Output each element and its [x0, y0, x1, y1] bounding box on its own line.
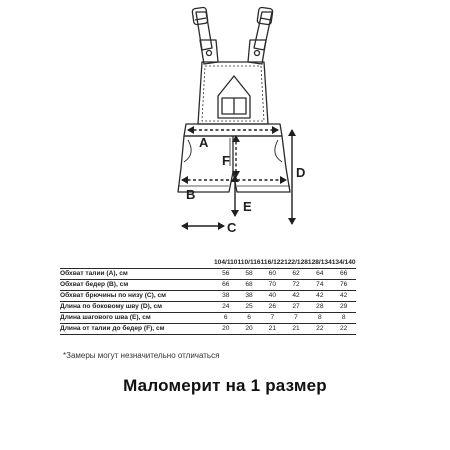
overalls-drawing [178, 7, 290, 192]
table-cell: 6 [214, 313, 237, 324]
size-header: 110/116 [237, 258, 260, 269]
size-header: 104/110 [214, 258, 237, 269]
table-cell: 58 [237, 269, 260, 280]
table-cell: 42 [308, 291, 332, 302]
table-cell: 7 [261, 313, 284, 324]
table-cell: 56 [214, 269, 237, 280]
table-cell: 22 [332, 324, 356, 335]
table-row [60, 324, 356, 335]
label-c: C [227, 220, 237, 235]
table-cell: 8 [332, 313, 356, 324]
table-cell: 38 [237, 291, 260, 302]
label-a: A [199, 135, 209, 150]
label-b: B [186, 187, 196, 202]
table-row [60, 280, 356, 291]
table-cell: 25 [237, 302, 260, 313]
bib [198, 62, 268, 124]
table-cell: 42 [332, 291, 356, 302]
table-cell: 68 [237, 280, 260, 291]
measurement-name: Длина от талии до бедер (F), см [60, 324, 214, 335]
table-cell: 7 [284, 313, 308, 324]
measurement-labels [186, 135, 305, 235]
table-cell: 20 [237, 324, 260, 335]
table-cell: 66 [214, 280, 237, 291]
table-cell: 21 [261, 324, 284, 335]
left-strap [192, 7, 218, 64]
size-header: 134/140 [332, 258, 356, 269]
table-cell: 8 [308, 313, 332, 324]
header-corner [60, 258, 214, 269]
size-header: 122/128 [284, 258, 308, 269]
table-row [60, 291, 356, 302]
table-row [60, 302, 356, 313]
table-cell: 70 [261, 280, 284, 291]
table-cell: 24 [214, 302, 237, 313]
table-cell: 76 [332, 280, 356, 291]
size-table [60, 258, 356, 335]
table-cell: 42 [284, 291, 308, 302]
table-cell: 72 [284, 280, 308, 291]
label-f: F [222, 153, 230, 168]
table-cell: 27 [284, 302, 308, 313]
table-cell: 6 [237, 313, 260, 324]
right-strap [248, 7, 273, 64]
table-cell: 64 [308, 269, 332, 280]
measurement-name: Обхват бедер (В), см [60, 280, 214, 291]
label-e: E [243, 199, 252, 214]
size-header: 128/134 [308, 258, 332, 269]
size-header-row [60, 258, 356, 269]
table-cell: 29 [332, 302, 356, 313]
table-row [60, 269, 356, 280]
table-cell: 26 [261, 302, 284, 313]
table-cell: 66 [332, 269, 356, 280]
measurement-name: Длина по боковому шву (D), см [60, 302, 214, 313]
measurement-name: Обхват брючины по низу (С), см [60, 291, 214, 302]
table-cell: 21 [284, 324, 308, 335]
label-d: D [296, 165, 306, 180]
table-cell: 28 [308, 302, 332, 313]
page-title: Маломерит на 1 размер [123, 376, 327, 395]
shorts [178, 136, 290, 192]
table-cell: 22 [308, 324, 332, 335]
measurement-name: Длина шагового шва (Е), см [60, 313, 214, 324]
measurement-note: *Замеры могут незначительно отличаться [63, 351, 220, 360]
table-cell: 62 [284, 269, 308, 280]
table-row [60, 313, 356, 324]
table-cell: 40 [261, 291, 284, 302]
measurement-name: Обхват талии (А), см [60, 269, 214, 280]
table-cell: 20 [214, 324, 237, 335]
size-header: 116/122 [261, 258, 284, 269]
table-cell: 74 [308, 280, 332, 291]
table-cell: 38 [214, 291, 237, 302]
table-cell: 60 [261, 269, 284, 280]
